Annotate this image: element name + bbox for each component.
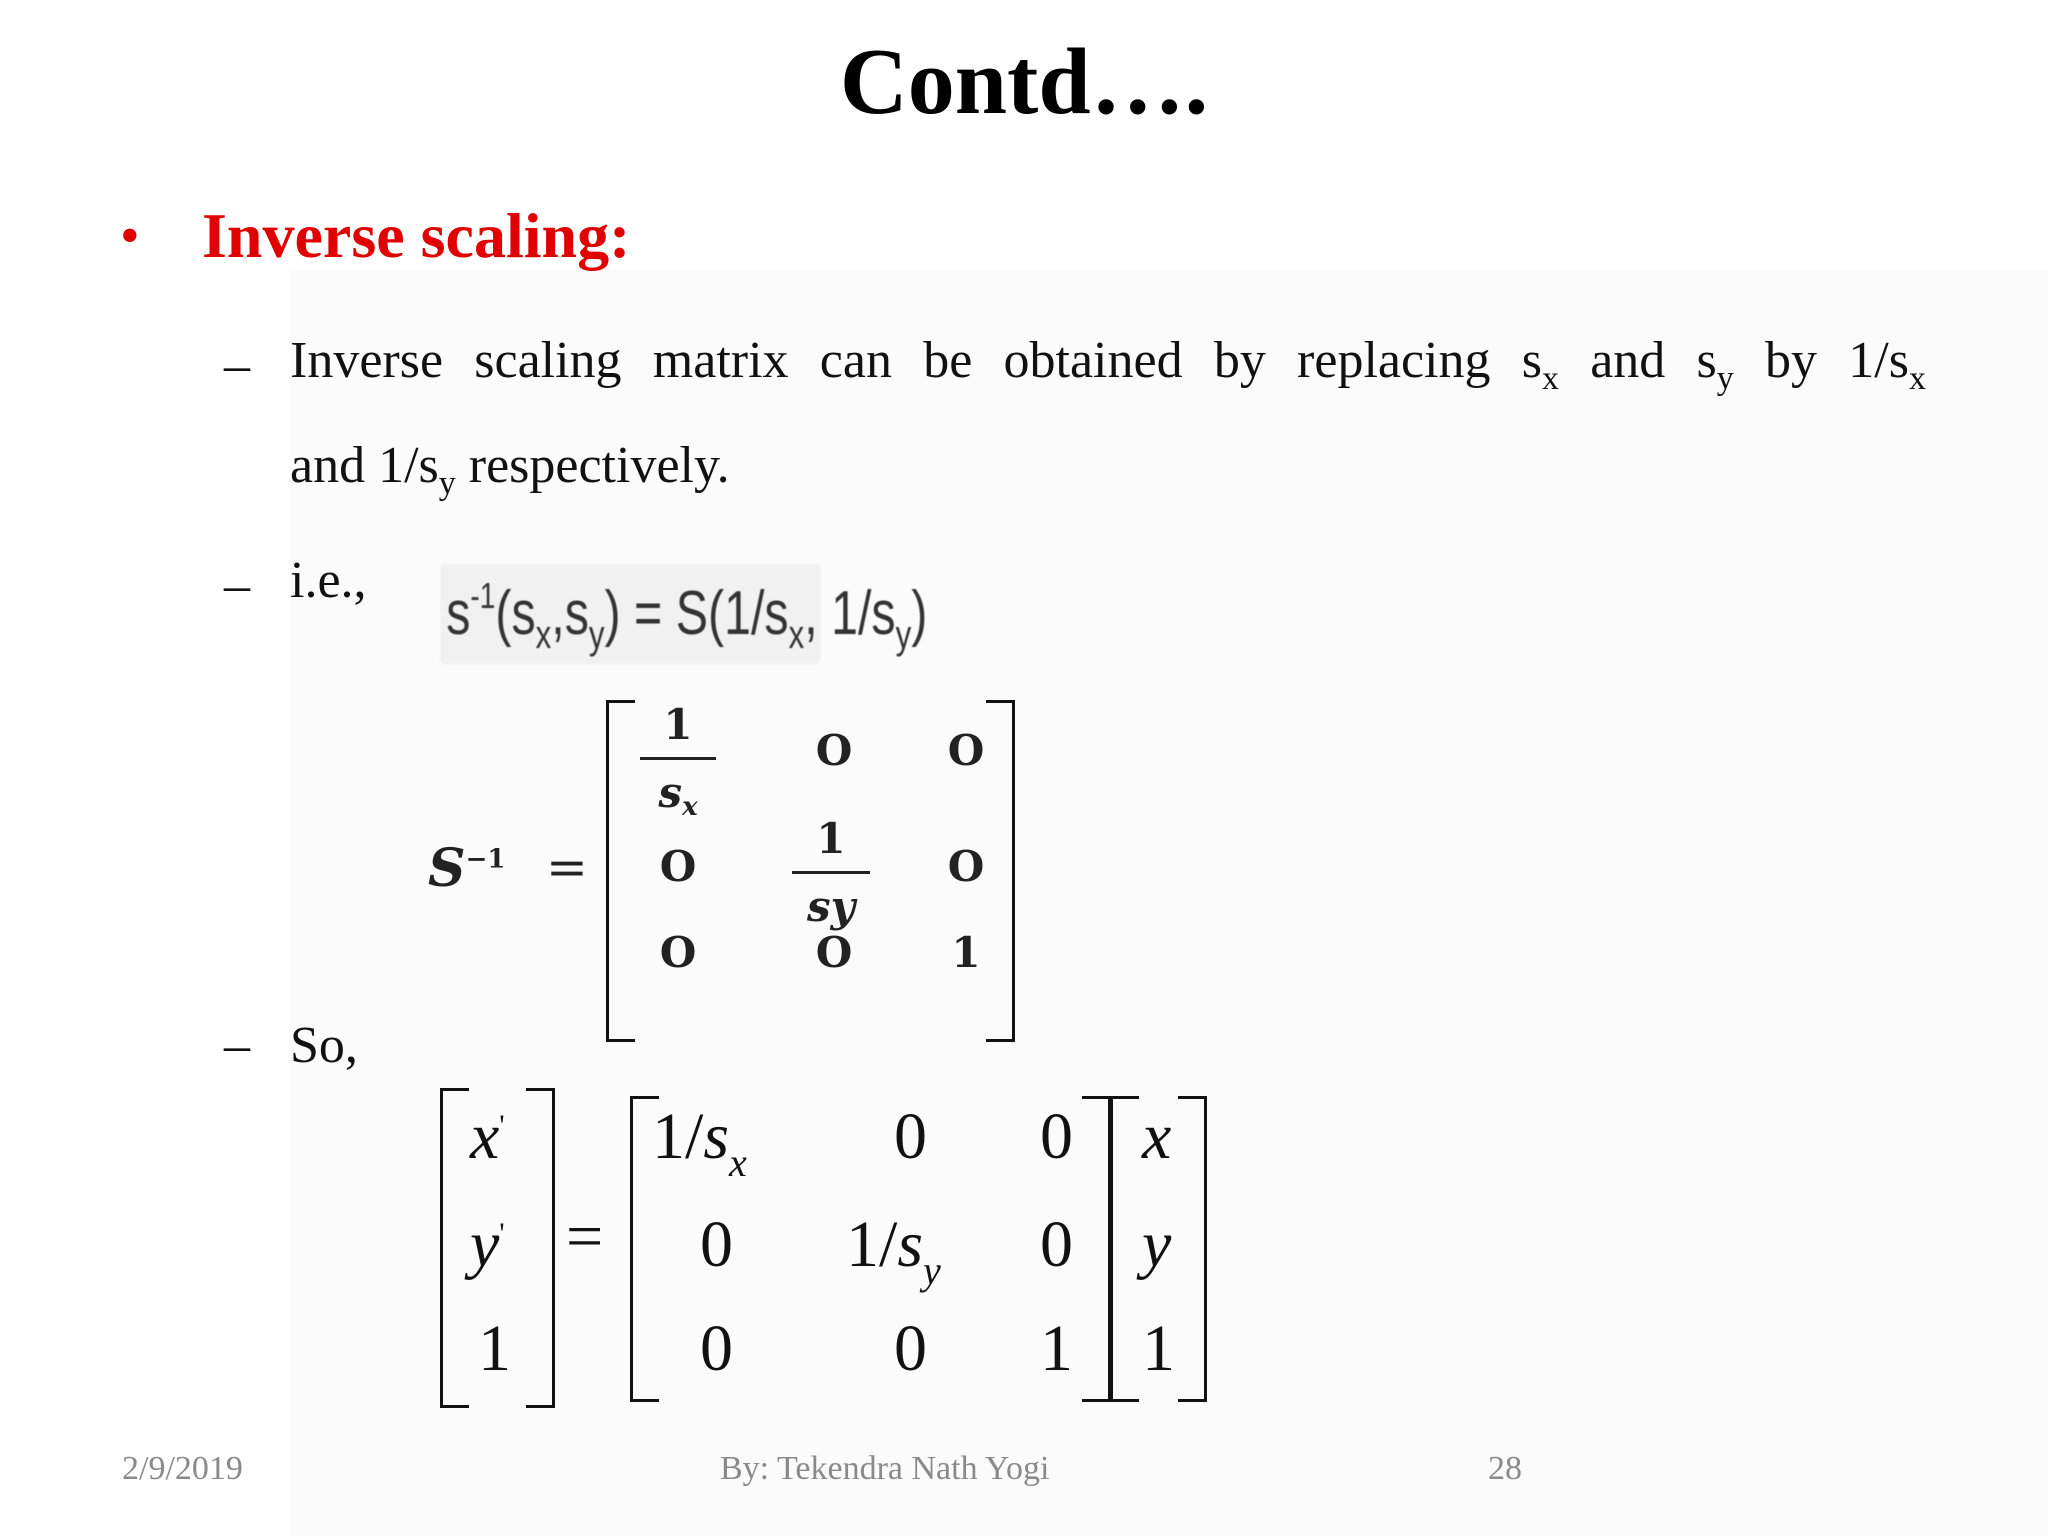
matrix2-right-bracket [1082,1096,1111,1402]
matrix2-cell: 0 [894,1312,927,1385]
sy-term: $s_y$ [1696,332,1734,397]
matrix1-cell: O [947,726,985,775]
matrix2-cell: 0 [894,1100,927,1173]
lhs-right-bracket [526,1088,555,1408]
matrix1-cell: O [947,842,985,891]
word: replacing [1297,332,1491,389]
lhs-y-prime: y' [470,1208,505,1281]
sx-term: $s_x$ [1521,332,1559,397]
dash-3: – [224,1017,250,1074]
matrix1-cell: 1 sy [792,814,870,931]
matrix1-equals: = [546,838,588,896]
word: be [923,332,973,389]
matrix2-cell: 0 [700,1312,733,1385]
word: Inverse [290,332,444,389]
dash-2: – [224,557,250,614]
footer-date: 2/9/2019 [122,1450,243,1487]
matrix1-cell: 1 [951,928,981,977]
matrix2-cell: 1 [1040,1312,1073,1385]
lhs-left-bracket [440,1088,469,1408]
bullet-heading: Inverse scaling: [202,200,631,271]
so-label: So, [290,1017,358,1074]
matrix2-cell: 0 [1040,1100,1073,1173]
inv-sx-term: $1/s_x$ [1848,332,1926,397]
item1-line2: and $1/s_y$ respectively. [290,437,730,502]
matrix1-cell: O [659,842,697,891]
dash-1: – [224,337,250,394]
lhs-one: 1 [478,1312,511,1385]
matrix1-left-bracket [606,700,635,1042]
matrix2-cell-inv-sx: $1/s_x$ [652,1100,747,1185]
lhs-x-prime: x' [470,1100,505,1173]
rhs-left-bracket [1110,1096,1139,1402]
rhs-one: 1 [1142,1312,1175,1385]
matrix1-lhs: $S^{-1}$ [428,838,506,899]
bullet-dot: • [120,205,140,267]
rhs-x: x [1142,1100,1172,1173]
matrix1-cell: O [815,726,853,775]
matrix2-cell-inv-sy: $1/s_y$ [846,1208,941,1293]
matrix1-cell: O [659,928,697,977]
matrix2-equals: = [566,1200,604,1273]
rhs-y: y [1142,1208,1172,1281]
word: and [1590,332,1666,389]
matrix1-cell: O [815,928,853,977]
rhs-right-bracket [1178,1096,1207,1402]
word: matrix [652,332,789,389]
word: can [819,332,892,389]
matrix1-right-bracket [986,700,1015,1042]
word: obtained [1003,332,1183,389]
word: scaling [474,332,622,389]
ie-label: i.e., [290,552,367,609]
inverse-scaling-equation: $s^{-1}(s_x,s_y) = S(1/s_x$, $1/s_y$) [440,564,821,664]
slide-title: Contd…. [839,30,1209,134]
matrix2-cell: 0 [700,1208,733,1281]
item1-line1 [290,332,1926,397]
bullet-inverse-scaling [120,196,630,276]
matrix1-cell: 1 $s_x$ [640,700,716,817]
word: by [1765,332,1818,389]
matrix2-cell: 0 [1040,1208,1073,1281]
footer-author: By: Tekendra Nath Yogi [720,1450,1050,1487]
footer-page-number: 28 [1488,1450,1522,1487]
word: by [1213,332,1266,389]
